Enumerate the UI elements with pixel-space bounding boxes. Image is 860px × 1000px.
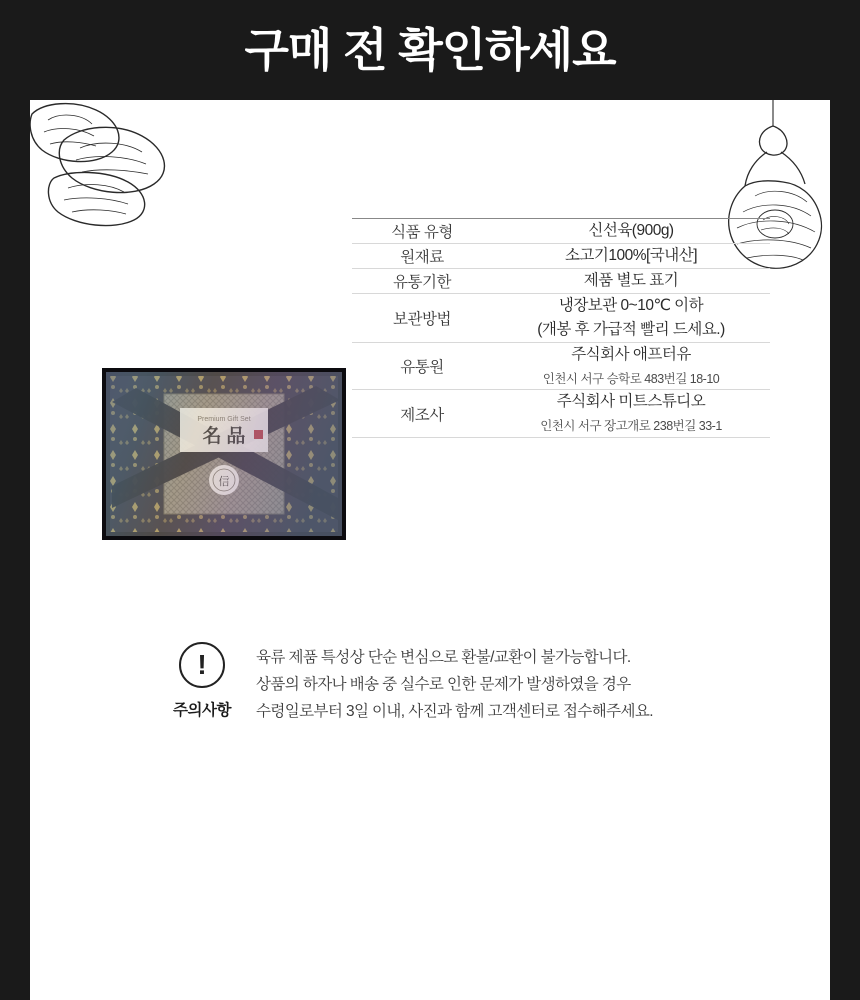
spec-value [492,390,770,437]
spec-label: 유통원 [400,359,444,377]
spec-value-sub: (개봉 후 가급적 빨리 드세요.) [537,321,725,339]
page-title: 구매 전 확인하세요 [244,24,616,76]
spec-label: 원재료 [400,249,444,267]
table-row [352,219,770,244]
notice-line: 상품의 하자나 배송 중 실수로 인한 문제가 발생하였을 경우 [256,676,631,694]
product-spec-table [352,218,770,438]
spec-value [492,294,770,343]
product-photo [102,368,346,540]
spec-label: 보관방법 [393,311,451,329]
info-card [30,100,830,1000]
spec-value-main: 신선육(900g) [588,222,674,239]
page-header [0,0,860,100]
exclamation-mark-icon: ! [179,642,225,688]
spec-value-main: 주식회사 애프터유 [571,346,691,364]
spec-value-sub: 인천시 서구 승학로 483번길 18-10 [542,372,720,387]
spec-value [492,269,770,294]
table-row [352,244,770,269]
table-row [352,269,770,294]
notice-line: 수령일로부터 3일 이내, 사진과 함께 고객센터로 접수해주세요. [256,703,653,721]
notice-text [256,640,653,725]
notice-icon-group [148,640,256,720]
table-row [352,390,770,437]
table-row [352,343,770,390]
spec-value-main: 주식회사 미트스튜디오 [556,393,706,411]
spec-value [492,219,770,244]
spec-label: 유통기한 [393,274,451,292]
notice-label: 주의사항 [173,702,231,719]
spec-value-main: 소고기100%[국내산] [564,247,698,265]
meat-slices-sketch-icon [30,100,200,230]
table-row [352,294,770,343]
notice-block [148,640,788,725]
notice-line: 육류 제품 특성상 단순 변심으로 환불/교환이 불가능합니다. [256,649,631,666]
spec-value [492,343,770,390]
spec-value-main: 냉장보관 0~10℃ 이하 [558,297,704,315]
spec-value-main: 제품 별도 표기 [583,272,679,290]
spec-value [492,244,770,269]
spec-value-sub: 인천시 서구 장고개로 238번길 33-1 [540,419,722,434]
spec-label: 식품 유형 [391,224,453,241]
spec-label: 제조사 [400,406,444,424]
